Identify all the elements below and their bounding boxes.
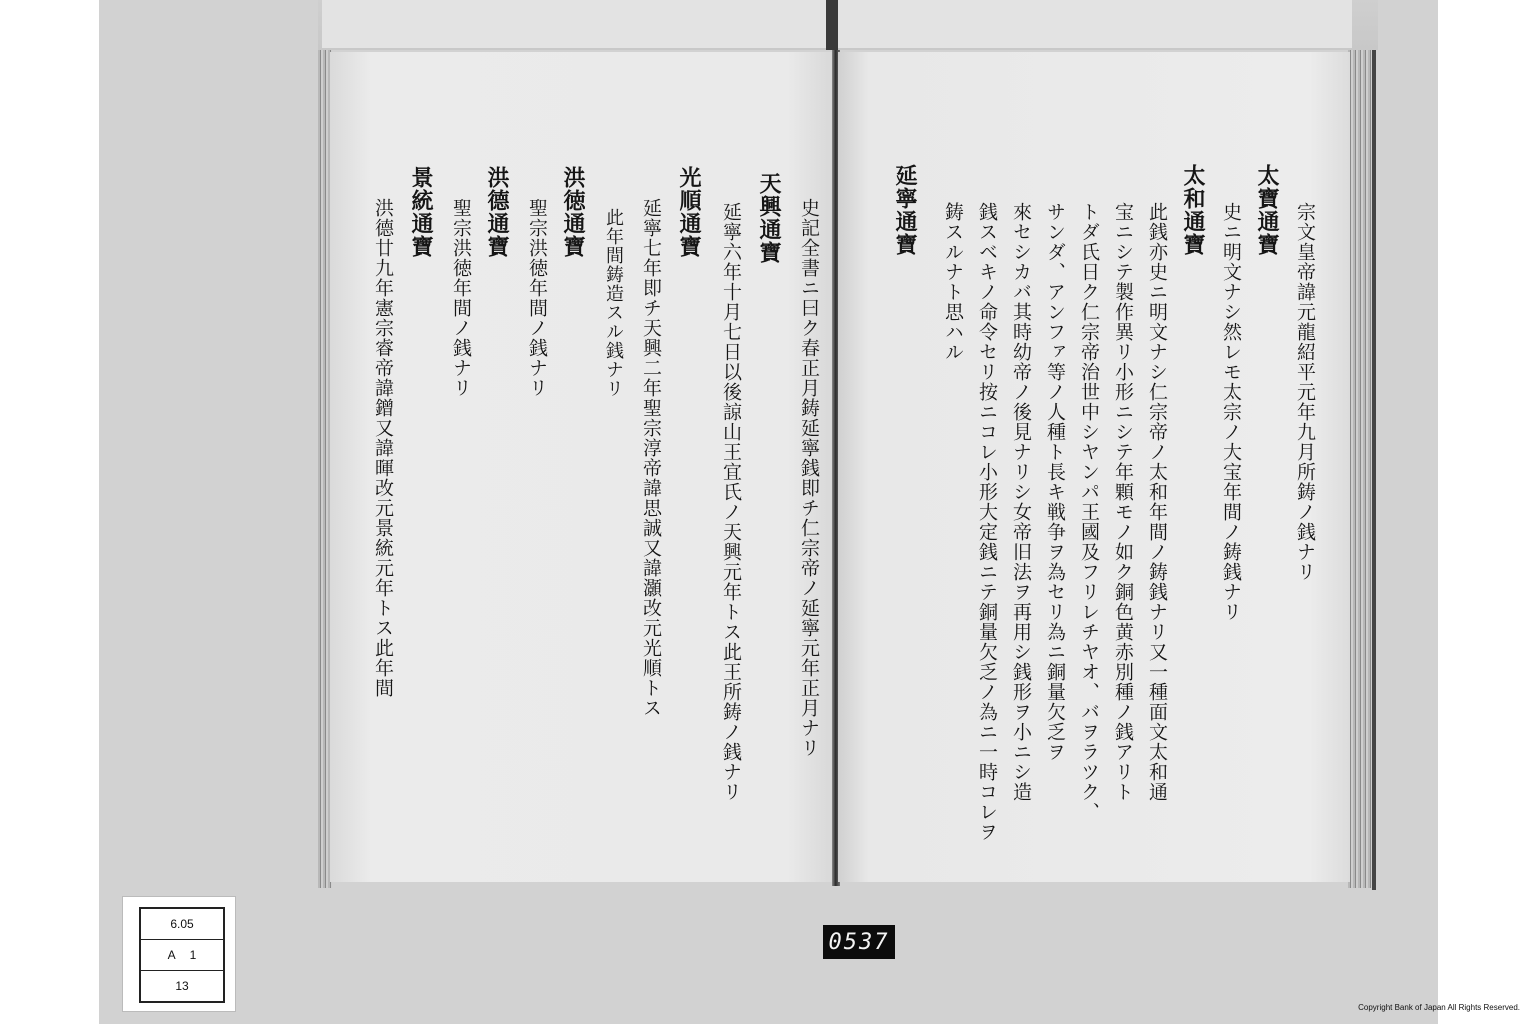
- label-grid: [139, 907, 225, 1003]
- text-column: サンダ、アンファ等ノ人種ト長キ戦争ヲ為セリ為ニ銅量欠乏ヲ: [1044, 202, 1066, 762]
- heading-column: 洪徳通寶: [560, 166, 586, 258]
- text-column: 延寧七年即チ天興二年聖宗淳帝諱思誠又諱灝改元光順トス: [640, 198, 662, 718]
- right-page-stack: [1348, 50, 1374, 888]
- archive-label-card: [122, 896, 236, 1012]
- left-page: [330, 52, 838, 882]
- open-book: [318, 44, 1376, 890]
- book-cover-edge: [1372, 50, 1376, 890]
- text-column: 鋳スルナト思ハル: [942, 202, 964, 362]
- label-series-letter: A: [167, 948, 176, 962]
- text-column: 聖宗洪徳年間ノ銭ナリ: [526, 198, 548, 398]
- right-page: [838, 52, 1350, 882]
- text-column: 聖宗洪徳年間ノ銭ナリ: [450, 198, 472, 398]
- text-column: トダ氏日ク仁宗帝治世中シヤンパ王國及フリレチヤオ、バヲラツク、: [1078, 202, 1100, 822]
- text-column: 史ニ明文ナシ然レモ太宗ノ大宝年間ノ鋳銭ナリ: [1220, 202, 1242, 622]
- text-column: 宝ニシテ製作異リ小形ニシテ年顆モノ如ク銅色黄赤別種ノ銭アリト: [1112, 202, 1134, 802]
- label-series-number: 1: [189, 948, 197, 962]
- heading-column: 太和通寶: [1180, 164, 1206, 256]
- label-row-shelf: [141, 909, 223, 940]
- text-column: 此年間鋳造スル銭ナリ: [603, 208, 624, 398]
- previous-gutter: [826, 0, 838, 50]
- text-column: 此銭亦史ニ明文ナシ仁宗帝ノ太和年間ノ鋳銭ナリ又一種面文太和通: [1146, 202, 1168, 802]
- text-column: 延寧六年十月七日以後諒山王宜氏ノ天興元年トス此王所鋳ノ銭ナリ: [720, 202, 742, 802]
- heading-column: 光順通寶: [676, 166, 702, 258]
- heading-column: 太寶通寶: [1254, 164, 1280, 256]
- text-column: 宗文皇帝諱元龍紹平元年九月所鋳ノ銭ナリ: [1294, 202, 1316, 582]
- frame-number-tag: 0537: [823, 925, 895, 959]
- text-column: 史記全書ニ曰ク春正月鋳延寧銭即チ仁宗帝ノ延寧元年正月ナリ: [798, 198, 820, 758]
- heading-column: 天興通寶: [756, 172, 782, 264]
- heading-column: 洪德通寶: [484, 166, 510, 258]
- label-row-volume: [141, 971, 223, 1001]
- label-row-series: [141, 940, 223, 971]
- copyright-notice: Copyright Bank of Japan All Rights Reserved.: [1358, 1003, 1520, 1012]
- label-shelf-number: 6.05: [170, 917, 194, 931]
- label-volume-number: 13: [175, 979, 189, 993]
- text-column: 銭スベキノ命令セリ按ニコレ小形大定銭ニテ銅量欠乏ノ為ニ一時コレヲ: [976, 202, 998, 842]
- heading-column: 延寧通寶: [892, 164, 918, 256]
- text-column: 來セシカバ其時幼帝ノ後見ナリシ女帝旧法ヲ再用シ銭形ヲ小ニシ造: [1010, 202, 1032, 802]
- heading-column: 景統通寶: [408, 166, 434, 258]
- text-column: 洪德廿九年憲宗睿帝諱鏳又諱暉改元景統元年トス此年間: [372, 198, 394, 698]
